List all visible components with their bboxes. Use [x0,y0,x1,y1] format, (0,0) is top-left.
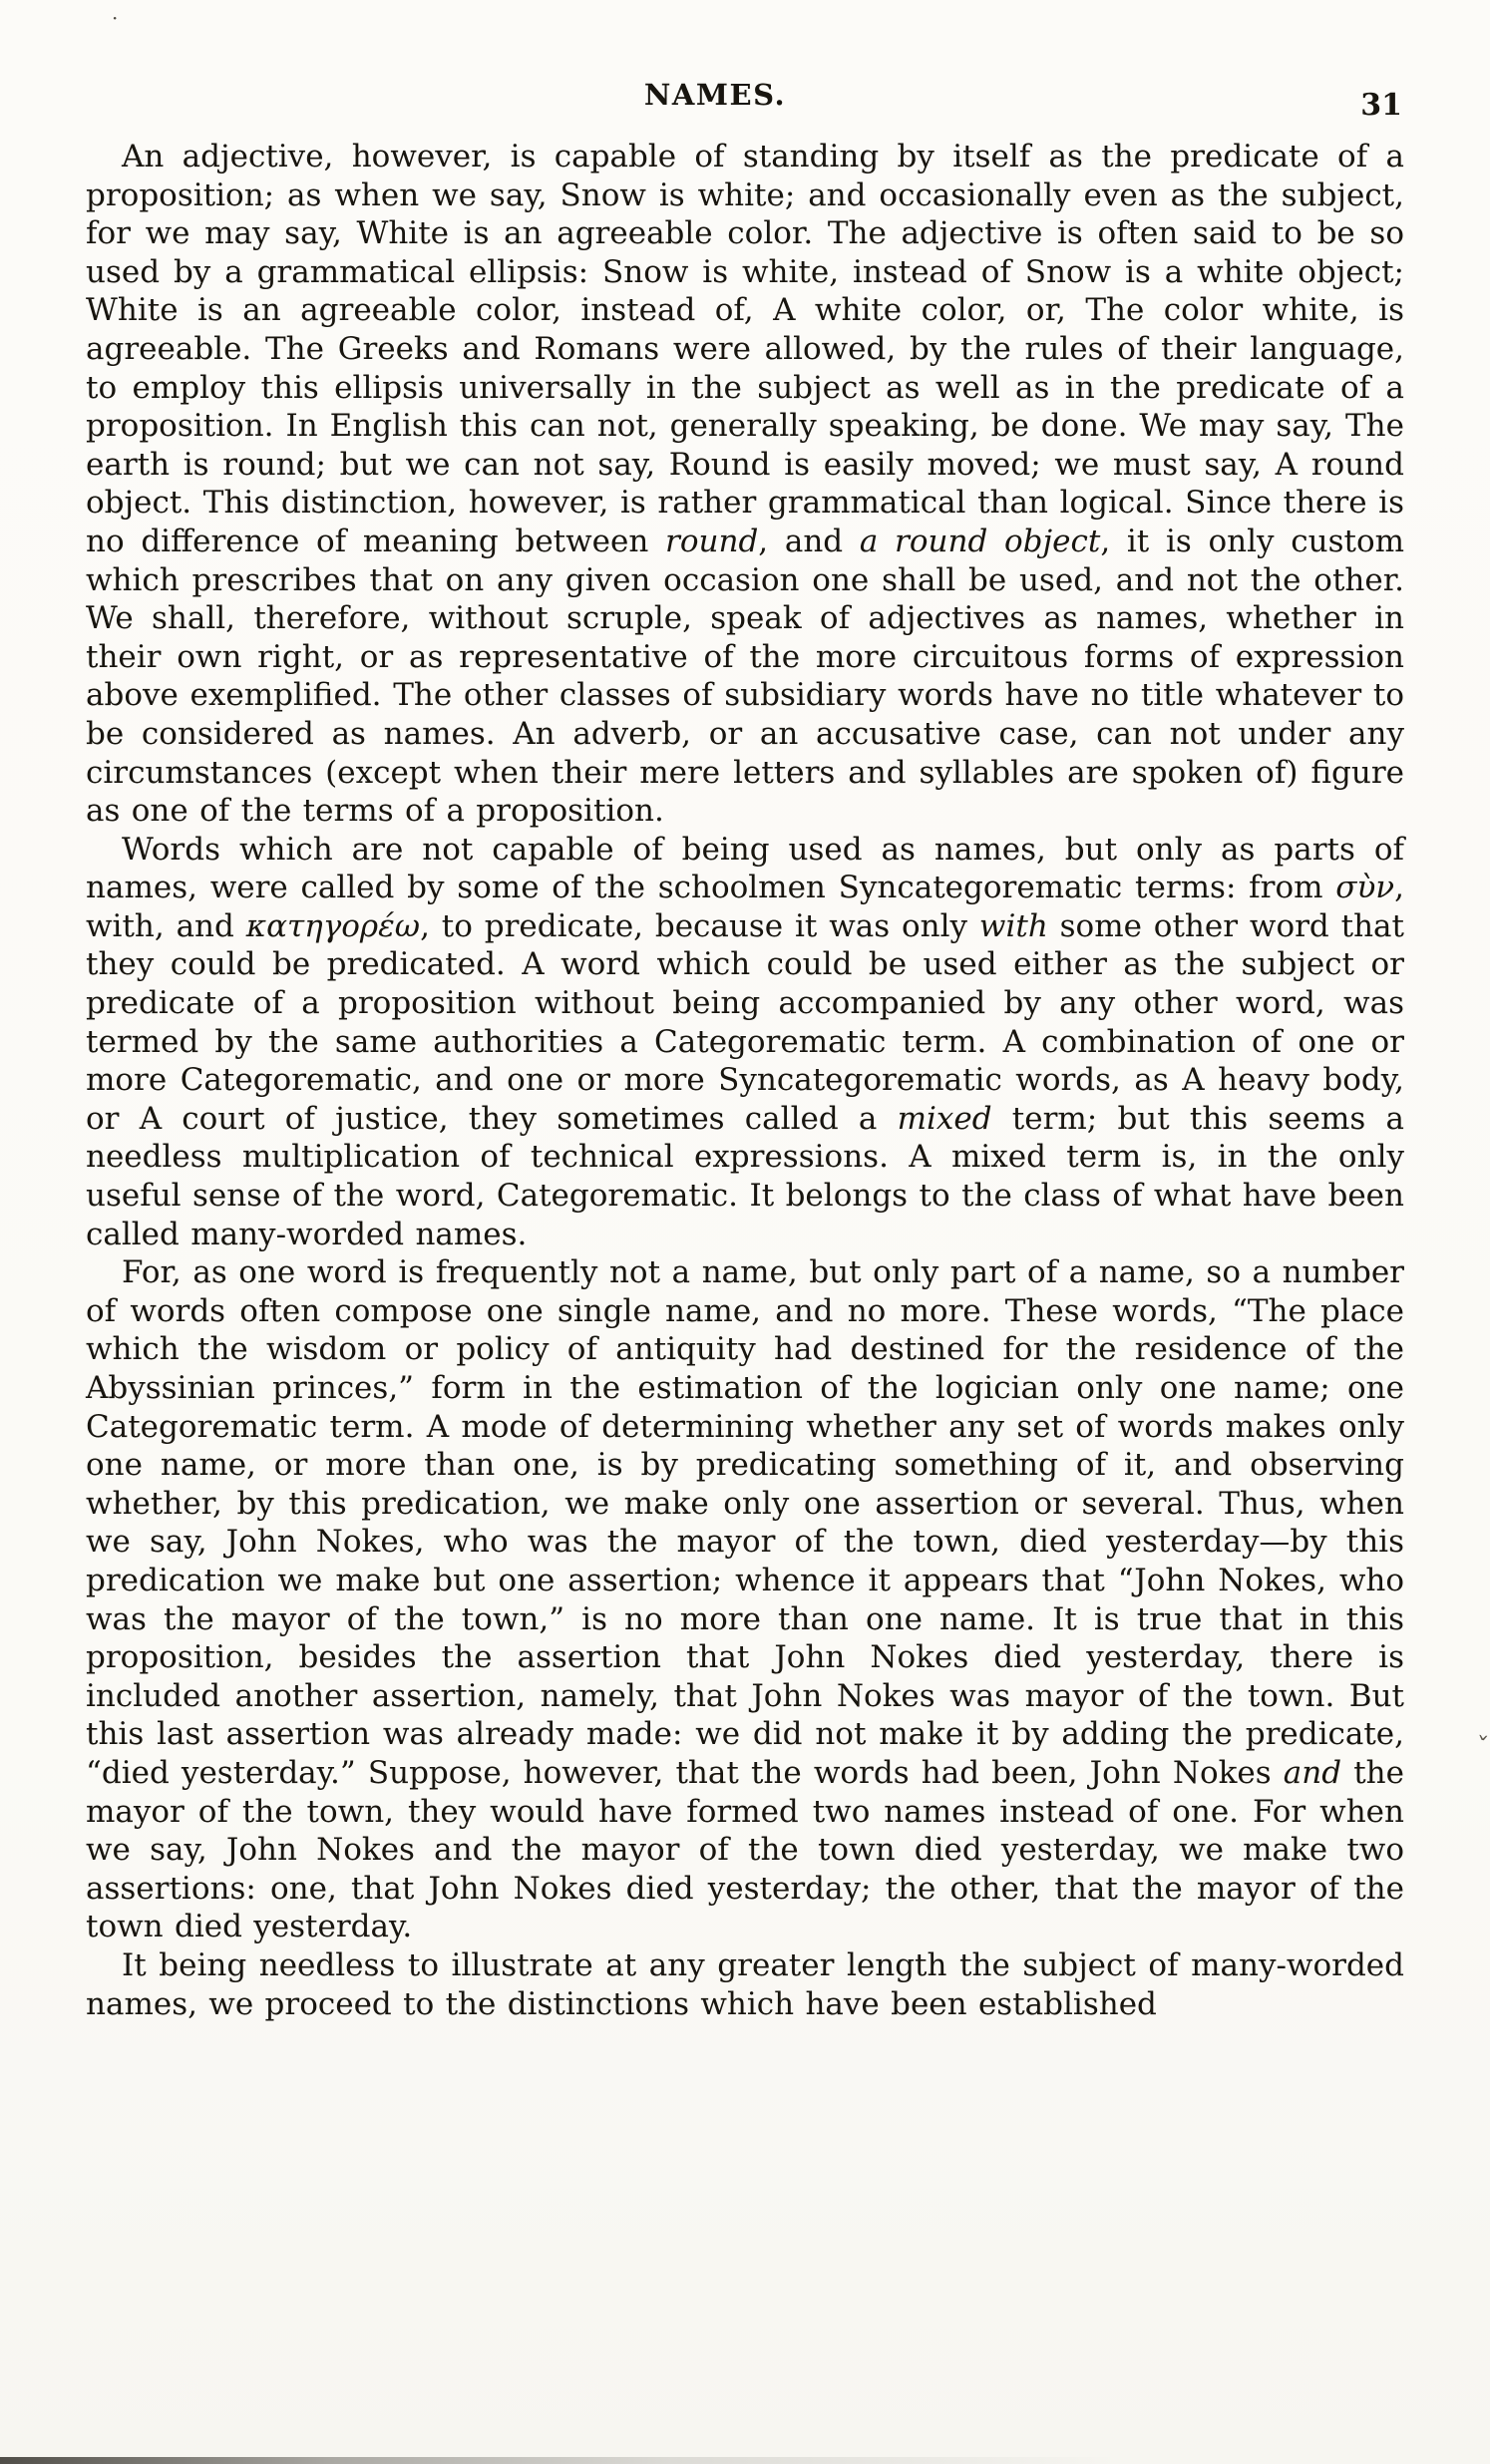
scan-artifact-dot: · [112,6,119,30]
running-head-title: NAMES. [643,78,787,112]
margin-mark: ˇ [1472,1732,1490,1764]
paragraph-2: Words which are not capable of being used as names, but only as parts of names, were called by some of the schoolmen Syncategorematic terms: from σὺν, with, and κατηγορέω, to predicate, because it was only with some other word that they could be predicated. A word which could be used either as the subject or predicate of a proposition without being accompanied by any other word, was termed by the same authorities a Categorematic term. A combination of one or more Categorematic, and one or more Syncategorematic words, as A heavy body, or A court of justice, they sometimes called a mixed term; but this seems a needless multiplication of technical expressions. A mixed term is, in the only useful sense of the word, Categorematic. It belongs to the class of what have been called many-worded names. [86,831,1404,1252]
page-number: 31 [1360,88,1402,123]
scan-bottom-edge-shadow [0,2457,1490,2464]
paragraph-1: An adjective, however, is capable of standing by itself as the predicate of a proposition; as when we say, Snow is white; and occasionally even as the subject, for we may say, White is an agreeable color. The adjective is often said to be so used by a grammatical ellipsis: Snow is white, instead of Snow is a white object; White is an agreeable color, instead of, A white color, or, The color white, is agreeable. The Greeks and Romans were allowed, by the rules of their language, to employ this ellipsis universally in the subject as well as in the predicate of a proposition. In English this can not, generally speaking, be done. We may say, The earth is round; but we can not say, Round is easily moved; we must say, A round object. This distinction, however, is rather grammatical than logical. Since there is no difference of meaning between round, and a round object, it is only custom which prescribes that on any given occasion one shall be used, and not the other. We shall, therefore, without scruple, speak of adjectives as names, whether in their own right, or as representative of the more circuitous forms of expression above exemplified. The other classes of subsidiary words have no title whatever to be considered as names. An adverb, or an accusative case, can not under any circumstances (except when their mere letters and syllables are spoken of) figure as one of the terms of a proposition. [86,139,1405,830]
paragraph-4: It being needless to illustrate at any greater length the subject of many-worded names, we proceed to the distinctions which have been established [86,1946,1404,2022]
paragraph-3: For, as one word is frequently not a name, but only part of a name, so a number of words often compose one single name, and no more. These words, “The place which the wisdom or policy of antiquity had destined for the residence of the Abyssinian princes,” form in the estimation of the logician only one name; one Categorematic term. A mode of determining whether any set of words makes only one name, or more than one, is by predicating something of it, and observing whether, by this predication, we make only one assertion or several. Thus, when we say, John Nokes, who was the mayor of the town, died yesterday—by this predication we make but one assertion; whence it appears that “John Nokes, who was the mayor of the town,” is no more than one name. It is true that in this proposition, besides the assertion that John Nokes died yesterday, there is included another assertion, namely, that John Nokes was mayor of the town. But this last assertion was already made: we did not make it by adding the predicate, “died yesterday.” Suppose, however, that the words had been, John Nokes and the mayor of the town, they would have formed two names instead of one. For when we say, John Nokes and the mayor of the town died yesterday, we make two assertions: one, that John Nokes died yesterday; the other, that the mayor of the town died yesterday. [86,1254,1404,1945]
page-header [86,0,1404,124]
page-body [86,138,1404,2023]
